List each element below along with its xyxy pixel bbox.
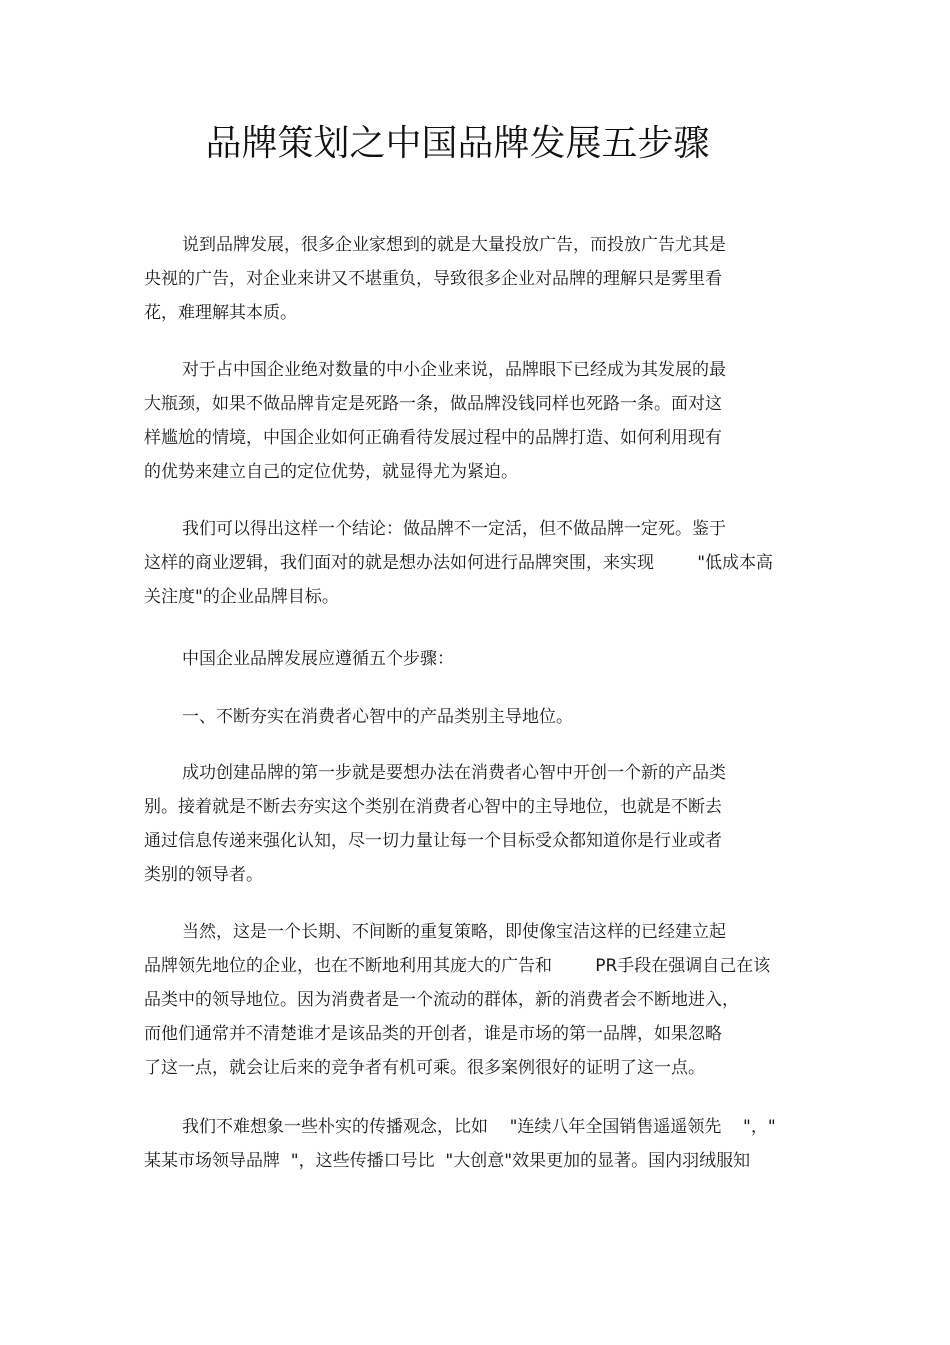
- paragraph-6: [144, 915, 824, 1085]
- text-line: 了这一点，就会让后来的竞争者有机可乘。很多案例很好的证明了这一点。: [144, 1058, 705, 1078]
- text-line: 的优势来建立自己的定位优势，就显得尤为紧迫。: [144, 462, 518, 482]
- text-line: 样尴尬的情境，中国企业如何正确看待发展过程中的品牌打造、如何利用现有: [144, 428, 722, 448]
- text-line: 花，难理解其本质。: [144, 303, 297, 323]
- section-heading-1: [144, 700, 824, 734]
- paragraph-2: [144, 353, 824, 489]
- text-line: 成功创建品牌的第一步就是要想办法在消费者心智中开创一个新的产品类: [182, 763, 726, 783]
- text-line: 一、不断夯实在消费者心智中的产品类别主导地位。: [182, 707, 573, 727]
- text-line: 品牌领先地位的企业，也在不断地利用其庞大的广告和 PR手段在强调自己在该: [144, 956, 771, 976]
- paragraph-7: [144, 1110, 824, 1178]
- text-line: 大瓶颈，如果不做品牌肯定是死路一条，做品牌没钱同样也死路一条。面对这: [144, 394, 722, 414]
- text-line: 关注度"的企业品牌目标。: [144, 587, 339, 607]
- paragraph-1: [144, 228, 824, 330]
- paragraph-4: [144, 642, 824, 676]
- document-title: 品牌策划之中国品牌发展五步骤: [205, 123, 710, 164]
- text-line: 某某市场领导品牌 "，这些传播口号比 "大创意"效果更加的显著。国内羽绒服知: [144, 1151, 751, 1171]
- text-line: 类别的领导者。: [144, 865, 263, 885]
- text-line: 这样的商业逻辑，我们面对的就是想办法如何进行品牌突围，来实现 "低成本高: [144, 553, 774, 573]
- text-line: 对于占中国企业绝对数量的中小企业来说，品牌眼下已经成为其发展的最: [182, 360, 726, 380]
- text-line: 通过信息传递来强化认知，尽一切力量让每一个目标受众都知道你是行业或者: [144, 831, 722, 851]
- paragraph-5: [144, 756, 824, 892]
- text-line: 当然，这是一个长期、不间断的重复策略，即使像宝洁这样的已经建立起: [182, 922, 726, 942]
- text-line: 说到品牌发展，很多企业家想到的就是大量投放广告，而投放广告尤其是: [182, 235, 726, 255]
- paragraph-3: [144, 512, 824, 614]
- text-line: 品类中的领导地位。因为消费者是一个流动的群体，新的消费者会不断地进入，: [144, 990, 739, 1010]
- text-line: 而他们通常并不清楚谁才是该品类的开创者，谁是市场的第一品牌，如果忽略: [144, 1024, 722, 1044]
- text-line: 中国企业品牌发展应遵循五个步骤：: [182, 649, 454, 669]
- text-line: 我们可以得出这样一个结论：做品牌不一定活，但不做品牌一定死。鉴于: [182, 519, 726, 539]
- text-line: 别。接着就是不断去夯实这个类别在消费者心智中的主导地位，也就是不断去: [144, 797, 722, 817]
- text-line: 央视的广告，对企业来讲又不堪重负，导致很多企业对品牌的理解只是雾里看: [144, 269, 722, 289]
- text-line: 我们不难想象一些朴实的传播观念，比如 "连续八年全国销售遥遥领先 "，": [182, 1117, 776, 1137]
